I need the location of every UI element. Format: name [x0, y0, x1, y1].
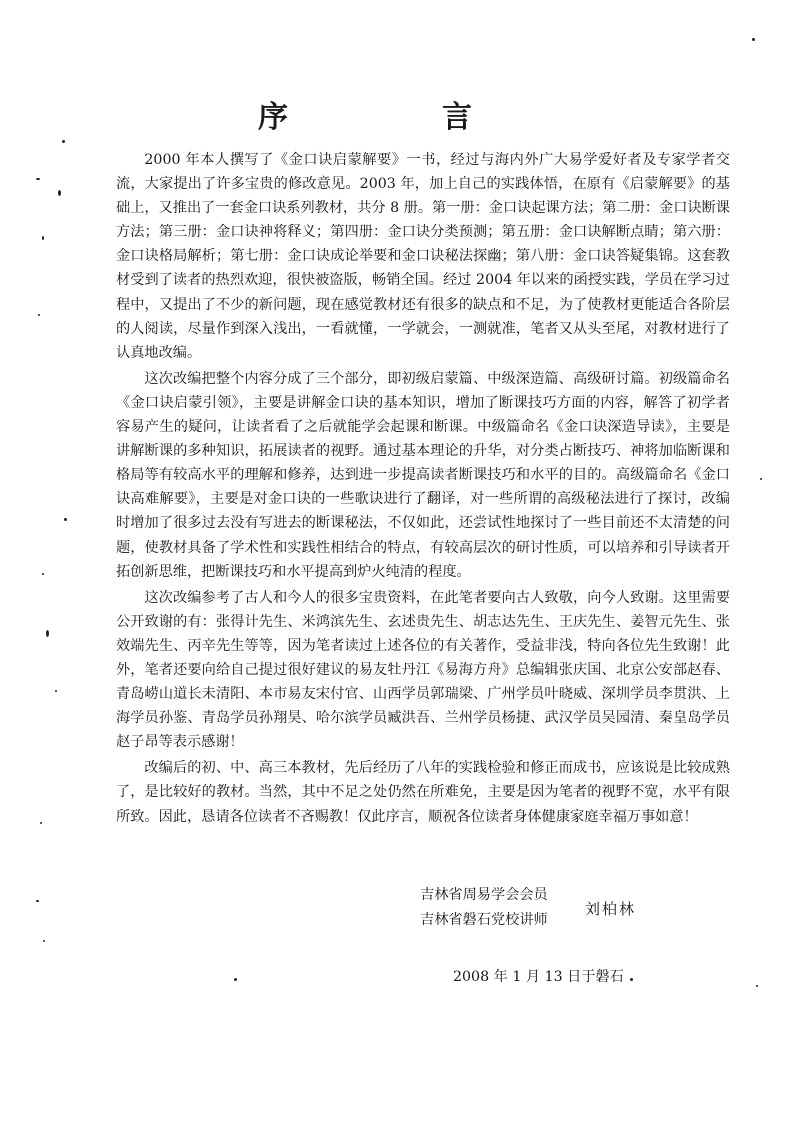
paragraph-2: 这次改编把整个内容分成了三个部分，即初级启蒙篇、中级深造篇、高级研讨篇。初级篇命名《金口诀启蒙引领》，主要是讲解金口诀的基本知识，增加了断课技巧方面的内容，解答了初学者容易产生的疑问，让读者看了之后就能学会起课和断课。中级篇命名《金口诀深造导读》，主要是讲解断课的多种知识，拓展读者的视野。通过基本理论的升华，对分类占断技巧、神将加临断课和格局等有较高水平的理解和修养，达到进一步提高读者断课技巧和水平的目的。高级篇命名《金口诀高难解要》，主要是对金口诀的一些歌诀进行了翻译，对一些所谓的高级秘法进行了探讨，改编时增加了很多过去没有写进去的断课秘法，不仅如此，还尝试性地探讨了一些目前还不太清楚的问题，使教材具备了学术性和实践性相结合的特点，有较高层次的研讨性质，可以培养和引导读者开拓创新思维，把断课技巧和水平提高到炉火纯清的程度。 — [116, 370, 730, 580]
scan-speck — [42, 236, 44, 240]
page-title: 序 言 — [258, 100, 534, 135]
scan-speck — [760, 478, 762, 480]
signature-date: 2008 年 1 月 13 日于磐石 — [453, 969, 624, 985]
scan-speck — [58, 190, 61, 196]
paragraph-1: 2000 年本人撰写了《金口诀启蒙解要》一书，经过与海内外广大易学爱好者及专家学者交流，大家提出了许多宝贵的修改意见。2003 年，加上自己的实践体悟，在原有《启蒙解要》的基础上，又推出了一套金口诀系列教材，共分 8 册。第一册：金口诀起课方法；第二册：金口诀断课方法；第三册：金口诀神将释义；第四册：金口诀分类预测；第五册：金口诀解断点睛；第六册：金口诀格局解析；第七册：金口诀成论举要和金口诀秘法探幽；第八册：金口诀答疑集锦。这套教材受到了读者的热烈欢迎，很快被盗版，畅销全国。经过 2004 年以来的函授实践，学员在学习过程中，又提出了不少的新问题，现在感觉教材还有很多的缺点和不足，为了使教材更能适合各阶层的人阅读，尽量作到深入浅出，一看就懂，一学就会，一测就准，笔者又从头至尾，对教材进行了认真地改编。 — [116, 152, 730, 361]
scan-speck — [630, 978, 633, 981]
scan-speck — [36, 178, 40, 180]
scan-speck — [40, 822, 42, 824]
signature-name: 刘柏林 — [585, 900, 637, 918]
scan-speck — [64, 518, 67, 521]
scan-speck — [62, 140, 65, 143]
preface-body — [116, 148, 730, 831]
scan-speck — [43, 940, 45, 942]
scan-speck — [36, 900, 39, 902]
paragraph-3: 这次改编参考了古人和今人的很多宝贵资料，在此笔者要向古人致敬，向今人致谢。这里需要公开致谢的有：张得计先生、米鸿滨先生、玄述贵先生、胡志达先生、王庆先生、姜智元先生、张效端先生、丙辛先生等等，因为笔者读过上述各位的有关著作，受益非浅，特向各位先生致谢！此外，笔者还要向给自己提过很好建议的易友牡丹江《易海方舟》总编辑张庆国、北京公安部赵春、青岛崂山道长未清阳、本市易友宋付官、山西学员郭瑞梁、广州学员叶晓威、深圳学员李贯洪、上海学员孙鉴、青岛学员孙翔昊、哈尔滨学员臧洪吾、兰州学员杨捷、武汉学员吴园清、秦皇岛学员赵子昂等表示感谢！ — [116, 589, 730, 751]
signature-org-line-1: 吉林省周易学会会员 — [420, 887, 548, 903]
scan-speck — [55, 690, 57, 692]
scan-speck — [234, 978, 237, 981]
scan-speck — [46, 630, 49, 637]
signature-org-line-2: 吉林省磐石党校讲师 — [420, 912, 548, 928]
scan-speck — [752, 38, 755, 41]
scan-speck — [42, 573, 44, 575]
scan-speck — [38, 314, 40, 316]
scan-speck — [756, 985, 758, 987]
paragraph-4: 改编后的初、中、高三本教材，先后经历了八年的实践检验和修正而成书，应该说是比较成熟了，是比较好的教材。当然，其中不足之处仍然在所难免，主要是因为笔者的视野不宽，水平有限所致。因此，恳请各位读者不吝赐教！仅此序言，顺祝各位读者身体健康家庭幸福万事如意！ — [116, 760, 730, 825]
